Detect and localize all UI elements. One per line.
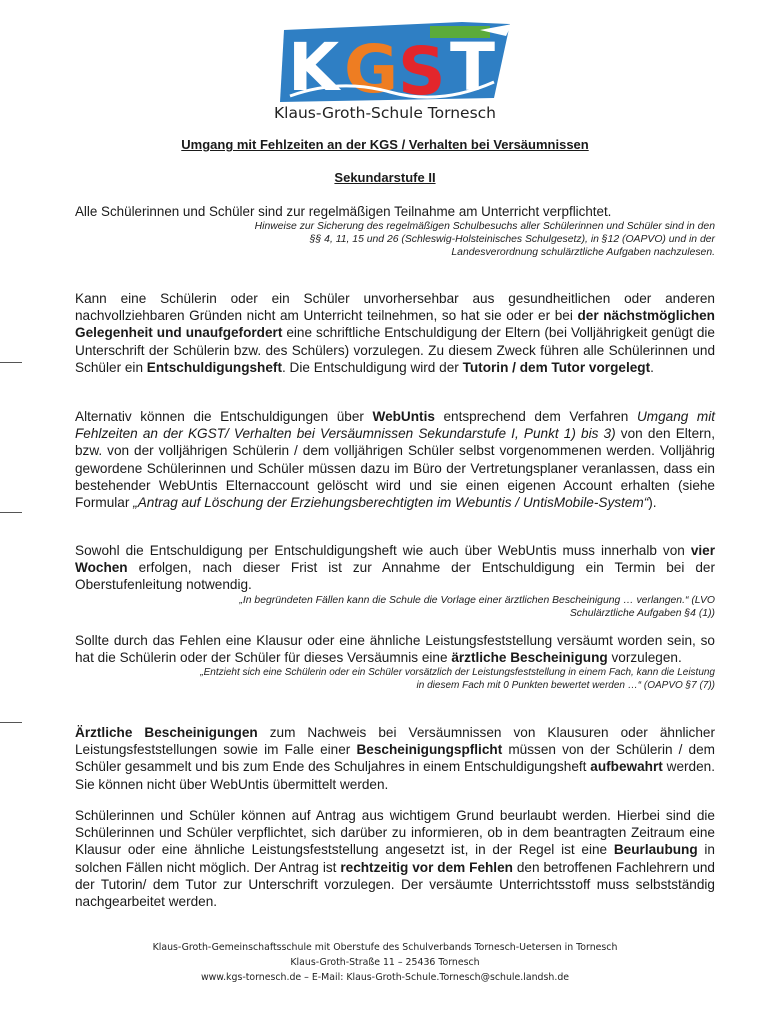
text-run: den betroffenen Fachlehrern und der Tutorin/ dem Tutor zur Unterschrift vorzulegen. Der versäumte Unterrichtsstoff muss selbstständig nachgearbeitet werden. — [75, 859, 715, 910]
text-run: Sowohl die Entschuldigung per Entschuldigungsheft wie auch über WebUntis muss innerhalb von — [75, 543, 691, 558]
kgst-logo — [280, 22, 516, 104]
form-reference: „Antrag auf Löschung der Erziehungsberechtigten im Webuntis / UntisMobile-System“ — [133, 495, 649, 511]
intro-section — [75, 203, 715, 259]
text-run: zum Nachweis bei Versäumnissen von Klausuren oder ähnlicher Leistungsfeststellungen sowie im Falle einer — [75, 725, 715, 758]
paragraph-medical-certificates — [75, 724, 715, 793]
emphasis: Entschuldigungsheft — [146, 359, 282, 375]
note-line: „Entzieht sich eine Schülerin oder ein Schüler vorsätzlich der Leistungsfeststellung in einem Fach, kann die Leistung — [200, 667, 715, 679]
paragraph-deadline — [75, 542, 715, 594]
text-run: vorzulegen. — [607, 650, 682, 666]
intro-line: Alle Schülerinnen und Schüler sind zur regelmäßigen Teilnahme am Unterricht verpflichtet. — [75, 204, 612, 219]
school-name: Klaus-Groth-Schule Tornesch — [273, 104, 497, 122]
page-title: Umgang mit Fehlzeiten an der KGS / Verhalten bei Versäumnissen — [181, 137, 589, 152]
logo-letter-g: G — [344, 31, 399, 104]
text-run: werden. Sie können nicht über WebUntis übermittelt werden. — [75, 759, 715, 792]
emphasis: ärztliche Bescheinigung — [451, 650, 608, 666]
margin-mark — [0, 722, 22, 723]
footer-address: Klaus-Groth-Straße 11 – 25436 Tornesch — [290, 957, 480, 968]
emphasis: WebUntis — [372, 409, 435, 424]
margin-mark — [0, 362, 22, 363]
paragraph-excuse-procedure — [75, 290, 715, 376]
text-run: entsprechend dem Verfahren — [434, 409, 637, 424]
text-run: eine schriftliche Entschuldigung der Eltern (bei Volljährigkeit genügt die Unterschrift der Schülerin bzw. des Schülers) vorzulegen. Zu diesem Zweck führen alle Schülerinnen und Schüler ein — [75, 325, 715, 375]
page-subtitle: Sekundarstufe II — [334, 170, 436, 185]
note-line: Hinweise zur Sicherung des regelmäßigen Schulbesuchs aller Schülerinnen und Schüler sind in den — [254, 221, 715, 233]
text-run: Alternativ können die Entschuldigungen über — [75, 409, 373, 424]
emphasis: Bescheinigungspflicht — [356, 742, 503, 758]
note-line: Landesverordnung schulärztliche Aufgaben nachzulesen. — [451, 247, 715, 259]
logo-letter-s: S — [398, 33, 446, 104]
emphasis: der nächstmöglichen Gelegenheit und unaufgefordert — [75, 308, 715, 341]
logo-letter-k: K — [288, 29, 340, 104]
paragraph-webuntis — [75, 408, 715, 511]
emphasis: aufbewahrt — [590, 759, 663, 775]
emphasis: rechtzeitig vor dem Fehlen — [340, 859, 513, 875]
intro-note — [75, 220, 715, 259]
emphasis: Tutorin / dem Tutor vorgelegt — [462, 359, 651, 375]
deadline-note — [75, 594, 715, 620]
reference: Umgang mit Fehlzeiten an der KGST/ Verhalten bei Versäumnissen Sekundarstufe I, Punkt 1) bis 3) — [75, 409, 715, 442]
footer-school: Klaus-Groth-Gemeinschaftsschule mit Oberstufe des Schulverbands Tornesch-Uetersen in Tornesch — [152, 942, 618, 953]
logo-letter-t: T — [450, 29, 496, 104]
emphasis: Ärztliche Bescheinigungen — [75, 725, 258, 740]
paragraph-exam — [75, 632, 715, 666]
emphasis: vier Wochen — [75, 543, 715, 576]
text-run: Schülerinnen und Schüler können auf Antrag aus wichtigem Grund beurlaubt werden. Hierbei sind die Schülerinnen und Schüler verpflichtet, sich darüber zu informieren, ob in dem beantragten Zeitraum eine Klausur oder eine ähnliche Leistungsfeststellung angesetzt ist, in der Regel ist eine — [75, 808, 715, 858]
note-line: „In begründeten Fällen kann die Schule die Vorlage einer ärztlichen Bescheinigung … verlangen.“ (LVO — [239, 594, 715, 606]
note-line: §§ 4, 11, 15 und 26 (Schleswig-Holsteinisches Schulgesetz), in §12 (OAPVO) und in der — [309, 234, 715, 246]
text-run: von den Eltern, bzw. von der volljährigen Schülerin / dem volljährigen Schüler selbst vorgenommenen werden. Volljährig gewordene Schülerinnen und Schüler müssen dazu im Büro der Vertretungsplaner veranlassen, dass ein bestehender WebUntis Elternaccount gelöscht wird und sie einen eigenen Account erhalten (siehe Formular — [75, 426, 716, 511]
text-run: Kann eine Schülerin oder ein Schüler unvorhersehbar aus gesundheitlichen oder anderen nachvollziehbaren Gründen nicht am Unterricht teilnehmen, so hat sie oder er bei — [75, 291, 715, 324]
text-run: in solchen Fällen nicht möglich. Der Antrag ist — [75, 842, 715, 875]
exam-note — [75, 666, 715, 692]
text-run: . — [650, 359, 654, 375]
margin-mark — [0, 512, 22, 513]
paragraph-leave-of-absence — [75, 807, 715, 910]
note-line: Schulärztliche Aufgaben §4 (1)) — [569, 607, 715, 619]
emphasis: Beurlaubung — [613, 842, 698, 858]
deadline-section — [75, 542, 715, 620]
text-run: . Die Entschuldigung wird der — [281, 359, 463, 375]
exam-section — [75, 632, 715, 692]
text-run: müssen von der Schülerin / dem Schüler gesammelt und bis zum Ende des Schuljahres in einem Entschuldigungsheft — [75, 742, 715, 775]
note-line: in diesem Fach mit 0 Punkten bewertet werden …“ (OAPVO §7 (7)) — [416, 680, 715, 692]
text-run: erfolgen, nach dieser Frist ist zur Annahme der Entschuldigung ein Termin bei der Oberstufenleitung notwendig. — [75, 560, 715, 593]
text-run: ). — [648, 495, 657, 511]
text-run: Sollte durch das Fehlen eine Klausur oder eine ähnliche Leistungsfeststellung versäumt worden sein, so hat die Schülerin oder der Schüler für dieses Versäumnis eine — [75, 633, 715, 666]
page-footer — [0, 940, 770, 985]
footer-contact: www.kgs-tornesch.de – E-Mail: Klaus-Groth-Schule.Tornesch@schule.landsh.de — [200, 972, 570, 983]
